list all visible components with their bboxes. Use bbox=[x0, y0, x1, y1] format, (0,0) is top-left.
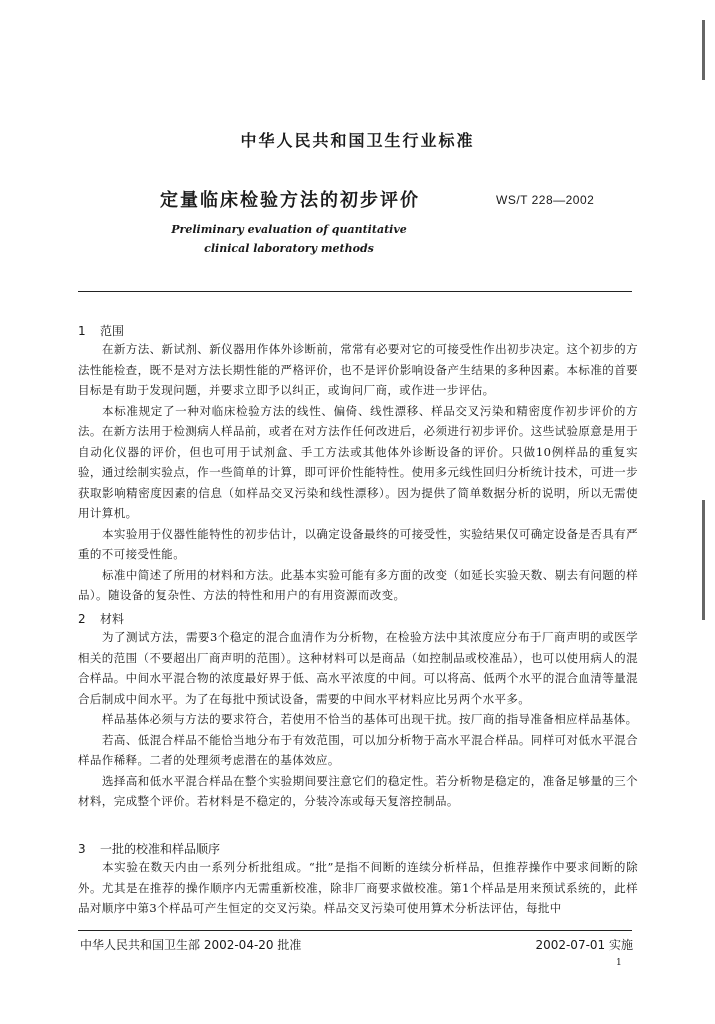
standard-code: WS/T 228—2002 bbox=[496, 193, 595, 207]
standard-category-title: 中华人民共和国卫生行业标准 bbox=[240, 131, 475, 150]
paragraph: 在新方法、新试剂、新仪器用作体外诊断前，常常有必要对它的可接受性作出初步决定。这个初步的方法性能检查，既不是对方法长期性能的严格评价，也不是评价影响设备产生结果的多种因素。本标准的首要目标是有助于发现问题，并要求立即予以纠正，或询问厂商，或作进一步评估。 bbox=[78, 342, 638, 397]
english-title-line-2: clinical laboratory methods bbox=[204, 242, 374, 255]
paragraph: 本标准规定了一种对临床检验方法的线性、偏倚、线性漂移、样品交叉污染和精密度作初步评价的方法。在新方法用于检测病人样品前，或者在对方法作任何改进后，必须进行初步评价。这些试验原意是用于自动化仪器的评价，但也可用于试剂盒、手工方法或其他体外诊断设备的评价。只做10例样品的重复实验，通过绘制实验点，作一些简单的计算，即可评价性能特性。使用多元线性回归分析统计技术，可进一步获取影响精密度因素的信息（如样品交叉污染和线性漂移）。因为提供了简单数据分析的说明，所以无需使用计算机。 bbox=[78, 403, 638, 520]
english-title-line-1: Preliminary evaluation of quantitative bbox=[171, 223, 407, 236]
section-heading bbox=[78, 610, 638, 627]
scan-edge-mark bbox=[702, 20, 705, 80]
page-number: 1 bbox=[616, 958, 622, 968]
section-heading bbox=[78, 840, 638, 857]
section-number: 1 bbox=[78, 324, 86, 338]
approval-statement: 中华人民共和国卫生部 2002-04-20 批准 bbox=[80, 938, 302, 952]
section-heading bbox=[78, 322, 638, 339]
paragraph: 本实验在数天内由一系列分析批组成。“批”是指不间断的连续分析样品，但推荐操作中要求间断的除外。尤其是在推荐的操作顺序内无需重新校准，除非厂商要求做校准。第1个样品是用来预试系统的，此样品对顺序中第3个样品可产生恒定的交叉污染。样品交叉污染可使用算术分析法评估，每批中 bbox=[78, 860, 638, 915]
section-title: 材料 bbox=[100, 612, 125, 626]
paragraph: 标准中简述了所用的材料和方法。此基本实验可能有多方面的改变（如延长实验天数、剔去有问题的样品）。随设备的复杂性、方法的特性和用户的有用资源而改变。 bbox=[78, 567, 638, 602]
section-title: 一批的校准和样品顺序 bbox=[100, 842, 221, 856]
footer-divider bbox=[78, 930, 632, 931]
header-divider bbox=[78, 291, 632, 292]
paragraph: 样品基体必须与方法的要求符合，若使用不恰当的基体可出现干扰。按厂商的指导准备相应样品基体。 bbox=[102, 712, 638, 726]
section-title: 范围 bbox=[100, 324, 125, 338]
paragraph: 本实验用于仪器性能特性的初步估计，以确定设备最终的可接受性，实验结果仅可确定设备是否具有严重的不可接受性能。 bbox=[78, 526, 638, 561]
scan-edge-mark bbox=[702, 500, 705, 620]
section-materials bbox=[78, 610, 638, 812]
implementation-date: 2002-07-01 实施 bbox=[535, 938, 633, 952]
paragraph: 选择高和低水平混合样品在整个实验期间要注意它们的稳定性。若分析物是稳定的，准备足够量的三个材料，完成整个评价。若材料是不稳定的，分装冷冻或每天复溶控制品。 bbox=[78, 773, 638, 808]
paragraph: 若高、低混合样品不能恰当地分布于有效范围，可以加分析物于高水平混合样品。同样可对低水平混合样品作稀释。二者的处理须考虑潜在的基体效应。 bbox=[78, 732, 638, 767]
section-number: 3 bbox=[78, 842, 86, 856]
paragraph: 为了测试方法，需要3个稳定的混合血清作为分析物，在检验方法中其浓度应分布于厂商声明的或医学相关的范围（不要超出厂商声明的范围）。这种材料可以是商品（如控制品或校准品），也可以使用病人的混合样品。中间水平混合物的浓度最好界于低、高水平浓度的中间。可以将高、低两个水平的混合血清等量混合后制成中间水平。为了在每批中预试设备，需要的中间水平材料应比另两个水平多。 bbox=[78, 630, 638, 706]
document-title: 定量临床检验方法的初步评价 bbox=[160, 190, 420, 211]
section-number: 2 bbox=[78, 612, 86, 626]
section-calibration-order bbox=[78, 840, 638, 919]
section-scope bbox=[78, 322, 638, 606]
